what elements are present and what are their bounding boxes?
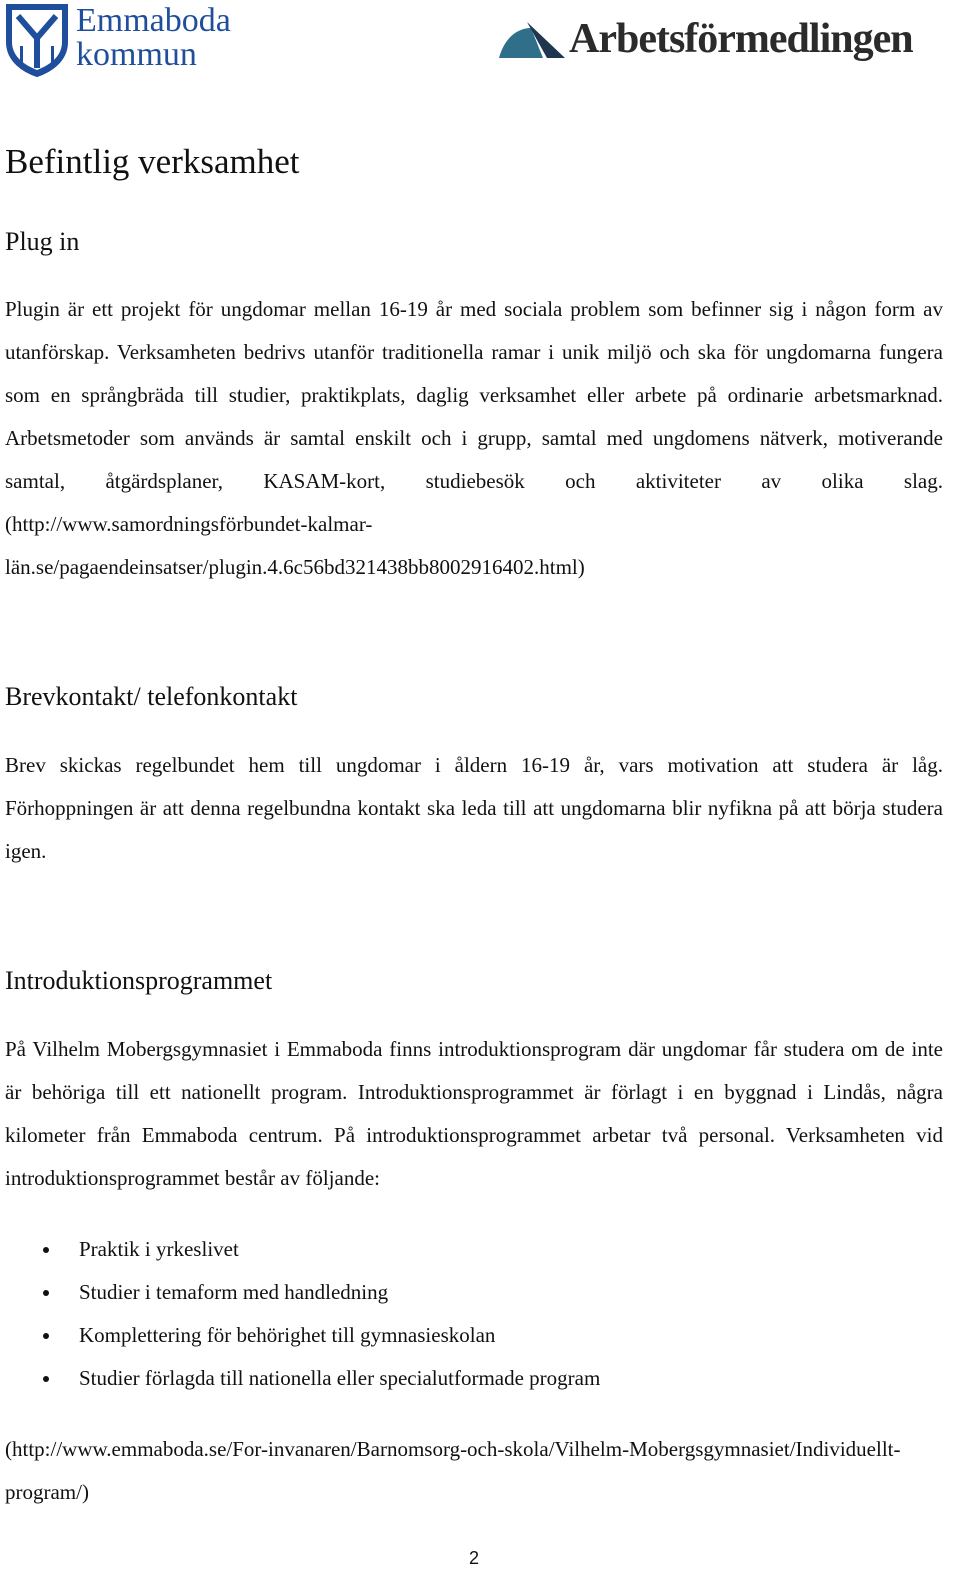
page-header bbox=[0, 0, 960, 90]
logo-line-2: kommun bbox=[76, 36, 197, 73]
document-title: Befintlig verksamhet bbox=[5, 142, 300, 181]
section-heading-brevkontakt: Brevkontakt/ telefonkontakt bbox=[5, 682, 298, 711]
section-heading-plug-in: Plug in bbox=[5, 227, 80, 256]
source-link[interactable]: (http://www.emmaboda.se/For-invanaren/Barnomsorg-och-skola/Vilhelm-Mobergsgymnasiet/Individuellt-program/) bbox=[5, 1437, 901, 1504]
municipality-crest-icon bbox=[4, 2, 70, 78]
bullet-icon bbox=[43, 1333, 49, 1339]
arbetsformedlingen-logo bbox=[497, 14, 913, 64]
emmaboda-kommun-logo bbox=[4, 2, 231, 78]
section-body-plug-in: Plugin är ett projekt för ungdomar mellan 16-19 år med sociala problem som befinner sig i någon form av utanförskap. Verksamheten bedrivs utanför traditionella ramar i unik miljö och ska för ungdomarna fungera som en språngbräda till studier, praktikplats, daglig verksamhet eller arbete på ordinarie arbetsmarknad. Arbetsmetoder som används är samtal enskilt och i grupp, samtal med ungdomens nätverk, motiverande samtal, åtgärdsplaner, KASAM-kort, studiebesök och aktiviteter av olika slag. (http://www.samordningsförbundet-kalmar-län.se/pagaendeinsatser/plugin.4.6c56bd321438bb8002916402.html) bbox=[5, 297, 943, 579]
agency-logo-text: Arbetsförmedlingen bbox=[569, 16, 913, 62]
bullet-icon bbox=[43, 1247, 49, 1253]
municipality-logo-text bbox=[76, 4, 231, 72]
agency-mark-icon bbox=[497, 18, 567, 60]
page-number: 2 bbox=[468, 1548, 479, 1568]
bullet-icon bbox=[43, 1376, 49, 1382]
bullet-icon bbox=[43, 1290, 49, 1296]
section-body-introduktionsprogrammet: På Vilhelm Mobergsgymnasiet i Emmaboda finns introduktionsprogram där ungdomar får studera om de inte är behöriga till ett nationellt program. Introduktionsprogrammet är förlagt i en byggnad i Lindås, några kilometer från Emmaboda centrum. På introduktionsprogrammet arbetar två personal. Verksamheten vid introduktionsprogrammet består av följande: bbox=[5, 1037, 943, 1190]
logo-line-1: Emmaboda bbox=[76, 2, 231, 39]
section-body-brevkontakt: Brev skickas regelbundet hem till ungdomar i åldern 16-19 år, vars motivation att studera är låg. Förhoppningen är att denna regelbundna kontakt ska leda till att ungdomarna blir nyfikna på att börja studera igen. bbox=[5, 753, 943, 863]
section-heading-introduktionsprogrammet: Introduktionsprogrammet bbox=[5, 966, 273, 995]
